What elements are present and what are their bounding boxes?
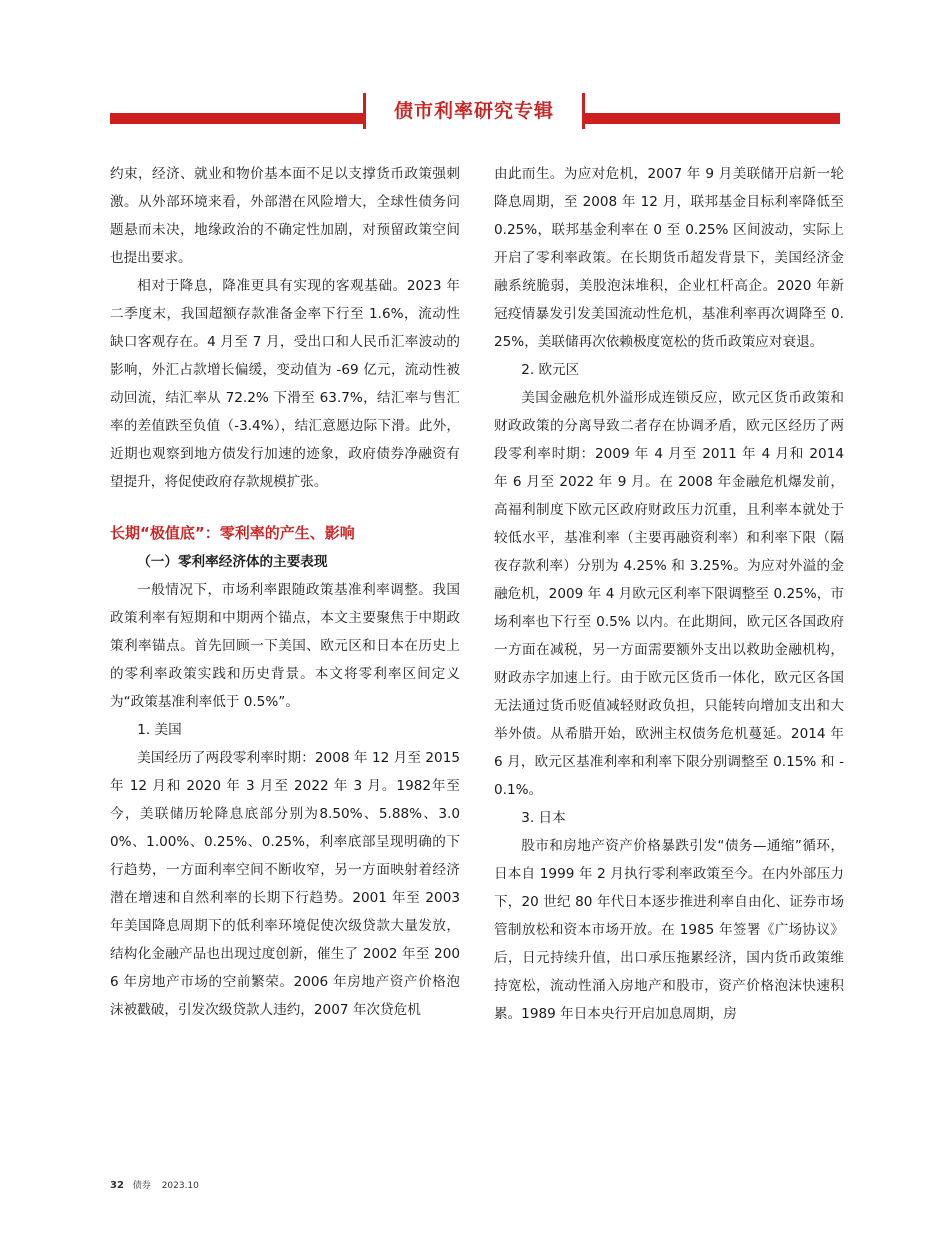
page-number: 32: [110, 1180, 124, 1191]
paragraph: 约束，经济、就业和物价基本面不足以支撑货币政策强刺激。从外部环境来看，外部潜在风险增大，全球性债务问题悬而未决，地缘政治的不确定性加剧，对预留政策空间也提出要求。: [110, 166, 460, 266]
paragraph: 相对于降息，降准更具有实现的客观基础。2023 年二季度末，我国超额存款准备金率下行至 1.6%，流动性缺口客观存在。4 月至 7 月，受出口和人民币汇率波动的影响，外汇占款增长偏缓，变动值为 -69 亿元，流动性被动回流，结汇率从 72.2% 下滑至 63.7%，结汇率与售汇率的差值跌至负值（-3.4%），结汇意愿边际下滑。此外，近期也观察到地方债发行加速的迹象，政府债券净融资有望提升，将促使政府存款规模扩张。: [110, 278, 460, 490]
item-heading-japan: 3. 日本: [521, 810, 566, 826]
subsection-title: （一）零利率经济体的主要表现: [137, 554, 328, 570]
paragraph: 美国经历了两段零利率时期：2008 年 12 月至 2015 年 12 月和 2020 年 3 月至 2022 年 3 月。1982年至今，美联储历轮降息底部分别为8.50%、5.88%、3.00%、1.00%、0.25%、0.25%，利率底部呈现明确的下行趋势，一方面利率空间不断收窄，另一方面映射着经济潜在增速和自然利率的长期下行趋势。2001 年至 2003 年美国降息周期下的低利率环境促使次级贷款大量发放，结构化金融产品也出现过度创新，催生了 2002 年至 2006 年房地产市场的空前繁荣。2006 年房地产资产价格泡沫被戳破，引发次级贷款人违约，2007 年次贷危机: [110, 750, 460, 1018]
issue-date: 2023.10: [161, 1181, 199, 1191]
left-column: [110, 160, 460, 1024]
column-title: 债市利率研究专辑: [363, 93, 585, 129]
paragraph: 由此而生。为应对危机，2007 年 9 月美联储开启新一轮降息周期，至 2008 年 12 月，联邦基金目标利率降低至 0.25%，联邦基金利率在 0 至 0.25% 区间波动，实际上开启了零利率政策。在长期货币超发背景下，美国经济金融系统脆弱，美股泡沫堆积，企业杠杆高企。2020 年新冠疫情暴发引发美国流动性危机，基准利率再次调降至 0.25%，美联储再次依赖极度宽松的货币政策应对衰退。: [494, 166, 844, 350]
paragraph: 美国金融危机外溢形成连锁反应，欧元区货币政策和财政政策的分离导致二者存在协调矛盾，欧元区经历了两段零利率时期：2009 年 4 月至 2011 年 4 月和 2014 年 6 月至 2022 年 9 月。在 2008 年金融危机爆发前，高福利制度下欧元区政府财政压力沉重，且利率本就处于较低水平，基准利率（主要再融资利率）和利率下限（隔夜存款利率）分别为 4.25% 和 3.25%。为应对外溢的金融危机，2009 年 4 月欧元区利率下限调整至 0.25%，市场利率也下行至 0.5% 以内。在此期间，欧元区各国政府一方面在减税，另一方面需要额外支出以救助金融机构，财政赤字加速上行。由于欧元区货币一体化，欧元区各国无法通过货币贬值减轻财政负担，只能转向增加支出和大举外债。从希腊开始，欧洲主权债务危机蔓延。2014 年 6 月，欧元区基准利率和利率下限分别调整至 0.15% 和 -0.1%。: [494, 390, 844, 798]
section-title: 长期“极值底”：零利率的产生、影响: [110, 524, 355, 542]
paragraph: 一般情况下，市场利率跟随政策基准利率调整。我国政策利率有短期和中期两个锚点，本文主要聚焦于中期政策利率锚点。首先回顾一下美国、欧元区和日本在历史上的零利率政策实践和历史背景。本文将零利率区间定义为“政策基准利率低于 0.5%”。: [110, 582, 460, 710]
item-heading-eurozone: 2. 欧元区: [521, 362, 580, 378]
right-column: [494, 160, 844, 1028]
item-heading-usa: 1. 美国: [137, 722, 182, 738]
page-footer: [110, 1178, 199, 1191]
journal-name: 债券: [132, 1181, 151, 1191]
paragraph: 股市和房地产资产价格暴跌引发“债务—通缩”循环，日本自 1999 年 2 月执行零利率政策至今。在内外部压力下，20 世纪 80 年代日本逐步推进利率自由化、证券市场管制放松和资本市场开放。在 1985 年签署《广场协议》后，日元持续升值，出口承压拖累经济，国内货币政策维持宽松，流动性涌入房地产和股市，资产价格泡沫快速积累。1989 年日本央行开启加息周期，房: [494, 838, 844, 1022]
